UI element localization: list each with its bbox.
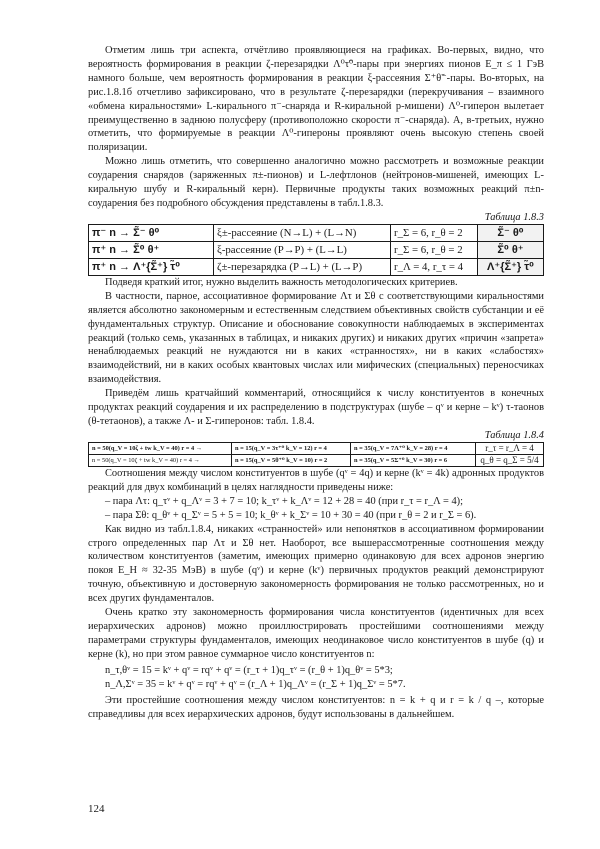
table-cell: n = 15(q_V = 3τ⁺⁰ k_V = 12) r = 4 <box>232 442 351 454</box>
formula-2: n_Λ,Σᵛ = 35 = kᵛ + qᵛ = rqᵛ + qᵛ = (r_Λ + 1)q_Λᵛ = (r_Σ + 1)q_Σᵛ = 5*7. <box>105 678 406 690</box>
table-row <box>89 241 544 258</box>
table-cell: n = 35(q_V = 7Λ⁺⁰ k_V = 28) r = 4 <box>351 442 476 454</box>
table-cell-params: r_Σ = 6, r_θ = 2 <box>391 224 478 241</box>
table-row <box>89 224 544 241</box>
table-cell-params: r_Σ = 6, r_θ = 2 <box>391 241 478 258</box>
table-cell-reaction: π⁻ n → Σ̃⁻ θ⁰ <box>89 224 214 241</box>
paragraph-2: Можно лишь отметить, что совершенно аналогично можно рассмотреть и возможные реакции соударения снарядов (заряженных π±-пионов) и L-лефтлонов (нейтронов-мишеней, имеющих L-киральную шубу и R-киральный керн). Первичные продукты таких возможных реакций π±n-соударения без подробного обсуждения представлены в табл.1.8.3. <box>88 156 544 209</box>
table-cell-type: ξ±-рассеяние (N→L) + (L→N) <box>214 224 391 241</box>
page-content <box>88 44 544 722</box>
table-2-caption: Таблица 1.8.4 <box>484 429 544 441</box>
table-cell: n = 50(q_V = 10ζ + tw k_V = 40) r = 4 → <box>89 442 232 454</box>
paragraph-6: Соотношения между числом конституентов в шубе (qᵛ = 4q) и керне (kᵛ = 4k) адронных продуктов реакций для двух комбинаций в целях наглядности приведены ниже: <box>88 467 544 493</box>
table-cell-params: r_Λ = 4, r_τ = 4 <box>391 258 478 275</box>
paragraph-1: Отметим лишь три аспекта, отчётливо проявляющиеся на графиках. Во-первых, видно, что вероятность формирования в реакции ζ-перезарядки Λ⁰τ̃⁰-пары при энергиях пионов E_π ≤ 1 ГэВ намного больше, чем вероятность формирования в реакции ξ-рассеяния Σ⁺θ̃⁻-пары. Во-вторых, на рис.1.8.1б отчетливо зафиксировано, что в результате ζ-перезарядки (перекручивания – взаимного «обмена киральностями» L-кирального π⁻-снаряда и R-киральной p-мишени) Λ⁰-гиперон вылетает преимущественно в заднюю полусферу (противоположно скорости π⁻-снаряда). А, в-третьих, нужно отметить, что формируемые в реакции Λ⁰-гипероны проявляют очень высокую степень своей поляризации. <box>88 45 544 154</box>
paragraph-9: Эти простейшие соотношения между числом конституентов: n = k + q и r = k / q –, которые справедливы для всех иерархических адронов, будут использованы в дальнейшем. <box>88 694 544 720</box>
paragraph-7: Как видно из табл.1.8.4, никаких «странностей» или непонятков в ассоциативном формировании строго определенных пар Λτ и Σθ нет. Наоборот, все вышерассмотренные соотношения между количеством конституентов (заметим, имеющих примерно одинаковую для всех адронов энергию покоя E_H ≈ 32-35 МэВ) в шубе (qᵛ) и керне (kᵛ) первичных продуктов реакций демонстрируют точную, объективную и достоверную закономерность формирования не только рассмотренных, но и всех других фундаменталов. <box>88 523 544 605</box>
paragraph-4: В частности, парное, ассоциативное формирование Λτ и Σθ с соответствующими киральностями является абсолютно закономерным и естественным следствием объективных свойств субстанции и её фундаментальных структур. Описание и обоснование совокупности наблюдаемых в экспериментах реакций (только семь, указанных в таблицах, и никаких других) и никаких других «причин «запрета» ненаблюдаемых реакций не нуждаются ни в каких «странностях», ни в каких «слабостях» взаимодействий, ни в каких особых квантовых числах или мифических (специальных) переносчиках взаимодействия. <box>88 290 544 386</box>
table-cell: n = 50(q_V = 10ζ + tw k_V = 40) r = 4 → <box>89 454 232 466</box>
paragraph-8: Очень кратко эту закономерность формирования числа конституентов (идентичных для всех иерархических адронов) можно проиллюстрировать простейшими соотношениями между параметрами структуры фундаменталов, имеющих неодинаковое число конституентов в шубе (q) и керне (k), но при этом равное суммарное число конституентов n: <box>88 607 544 660</box>
formulas <box>105 664 544 692</box>
pair-sigma-theta: – пара Σθ: q_θᵛ + q_Σᵛ = 5 + 5 = 10; k_θᵛ + k_Σᵛ = 10 + 30 = 40 (при r_θ = 2 и r_Σ = 6). <box>105 509 477 521</box>
table-cell: r_τ = r_Λ = 4 <box>476 442 544 454</box>
table-cell-reaction: π⁺ n → Σ̃⁰ θ⁺ <box>89 241 214 258</box>
table-cell-products: Λ⁺{Σ̃⁺} τ̃⁰ <box>478 258 544 275</box>
table-row <box>89 454 544 466</box>
paragraph-5: Приведём лишь кратчайший комментарий, относящийся к числу конституентов в конечных продуктах реакций соударения и их распределению в подструктурах (шубе – qᵛ и керне – kᵛ) τ-таонов (θ-тетаонов), а также Λ- и Σ-гиперонов: табл. 1.8.4. <box>88 388 544 427</box>
table-cell: q_θ = q_Σ = 5/4 <box>476 454 544 466</box>
table-cell-products: Σ̃⁰ θ⁺ <box>478 241 544 258</box>
table-cell-type: ξ-рассеяние (P→P) + (L→L) <box>214 241 391 258</box>
pairs-list <box>88 495 544 523</box>
table-cell-reaction: π⁺ n → Λ⁺{Σ̃⁺} τ̃⁰ <box>89 258 214 275</box>
formula-1: n_τ,θᵛ = 15 = kᵛ + qᵛ = rqᵛ + qᵛ = (r_τ + 1)q_τᵛ = (r_θ + 1)q_θᵛ = 5*3; <box>105 664 393 676</box>
table-cell-products: Σ̃⁻ θ⁰ <box>478 224 544 241</box>
paragraph-3: Подведя краткий итог, нужно выделить важность методологических критериев. <box>105 276 458 288</box>
table-cell: n = 35(q_V = 5Σ⁺⁰ k_V = 30) r = 6 <box>351 454 476 466</box>
page-number: 124 <box>88 803 105 815</box>
pair-lambda-tau: – пара Λτ: q_τᵛ + q_Λᵛ = 3 + 7 = 10; k_τᵛ + k_Λᵛ = 12 + 28 = 40 (при r_τ = r_Λ = 4); <box>105 495 464 507</box>
table-cell: n = 15(q_V = 5θ⁺⁰ k_V = 10) r = 2 <box>232 454 351 466</box>
table-2 <box>88 442 544 467</box>
table-1-caption: Таблица 1.8.3 <box>484 211 544 223</box>
table-row <box>89 442 544 454</box>
table-1 <box>88 224 544 276</box>
table-row <box>89 258 544 275</box>
table-cell-type: ζ±-перезарядка (P→L) + (L→P) <box>214 258 391 275</box>
